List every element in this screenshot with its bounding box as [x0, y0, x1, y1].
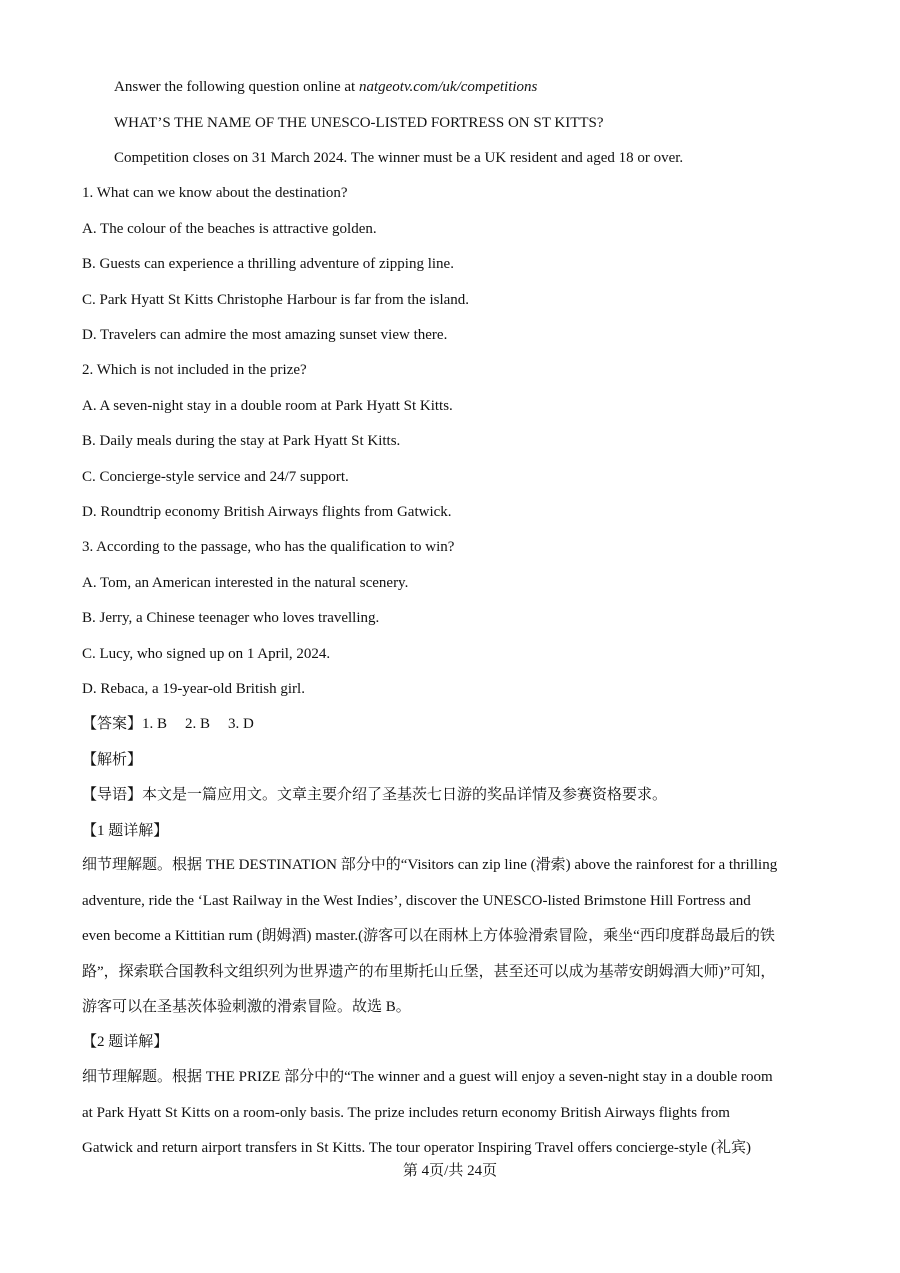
question-3-option-b: B. Jerry, a Chinese teenager who loves travelling.: [82, 610, 380, 626]
detail-1-line: adventure, ride the ‘Last Railway in the West Indies’, discover the UNESCO-listed Brimstone Hill Fortress and: [82, 892, 751, 909]
question-1-option-c: C. Park Hyatt St Kitts Christophe Harbour is far from the island.: [82, 292, 470, 308]
question-2-option-a: A. A seven-night stay in a double room at Park Hyatt St Kitts.: [82, 398, 453, 414]
question-1-option-a: A. The colour of the beaches is attractive golden.: [82, 221, 377, 237]
question-2-option-d: D. Roundtrip economy British Airways flights from Gatwick.: [82, 504, 452, 520]
question-2-option-b: B. Daily meals during the stay at Park Hyatt St Kitts.: [82, 433, 401, 449]
detail-1-heading: 【1 题详解】: [82, 823, 169, 839]
detail-2-body: [82, 1060, 822, 1167]
question-3-option-d: D. Rebaca, a 19-year-old British girl.: [82, 681, 305, 697]
detail-2-line: at Park Hyatt St Kitts on a room-only basis. The prize includes return economy British Airways flights from: [82, 1104, 730, 1121]
page-footer: 第 4页/共 24页: [402, 1163, 498, 1179]
detail-2-line: 细节理解题。根据 THE PRIZE 部分中的“The winner and a guest will enjoy a seven-night stay in a double room: [82, 1069, 773, 1085]
answer-online-prefix: Answer the following question online at: [114, 79, 359, 95]
answer-key: [82, 714, 254, 734]
competition-url[interactable]: natgeotv.com/uk/competitions: [358, 79, 538, 95]
answer-item-3: 3. D: [228, 716, 254, 732]
question-3-option-c: C. Lucy, who signed up on 1 April, 2024.: [82, 646, 331, 662]
question-3-option-a: A. Tom, an American interested in the natural scenery.: [82, 575, 409, 591]
guide-paragraph: 【导语】本文是一篇应用文。文章主要介绍了圣基茨七日游的奖品详情及参赛资格要求。: [82, 787, 668, 803]
answer-label: 【答案】: [82, 716, 143, 732]
detail-1-body: [82, 848, 822, 1026]
analysis-heading: 【解析】: [82, 752, 143, 768]
detail-2-heading: 【2 题详解】: [82, 1034, 169, 1050]
detail-1-line: 游客可以在圣基茨体验刺激的滑索冒险。故选 B。: [82, 999, 411, 1015]
competition-closing-note: Competition closes on 31 March 2024. The winner must be a UK resident and aged 18 or over.: [114, 150, 684, 166]
detail-1-line: 细节理解题。根据 THE DESTINATION 部分中的“Visitors can zip line (滑索) above the rainforest for a thrilling: [82, 857, 778, 873]
question-1-stem: 1. What can we know about the destination?: [82, 185, 348, 201]
detail-1-line: even become a Kittitian rum (朗姆酒) master.(游客可以在雨林上方体验滑索冒险，乘坐“西印度群岛最后的铁: [82, 928, 775, 944]
answer-item-1: 1. B: [142, 716, 168, 732]
competition-question: WHAT’S THE NAME OF THE UNESCO-LISTED FORTRESS ON ST KITTS?: [114, 115, 604, 131]
question-1-option-d: D. Travelers can admire the most amazing sunset view there.: [82, 327, 448, 343]
question-3-stem: 3. According to the passage, who has the qualification to win?: [82, 539, 455, 555]
detail-1-line: 路”，探索联合国教科文组织列为世界遗产的布里斯托山丘堡，甚至还可以成为基蒂安朗姆酒大师)”可知，: [82, 963, 776, 980]
answer-online-line: [114, 77, 537, 97]
detail-2-line: Gatwick and return airport transfers in St Kitts. The tour operator Inspiring Travel offers concierge-style (礼宾): [82, 1140, 752, 1156]
question-2-stem: 2. Which is not included in the prize?: [82, 362, 307, 378]
question-2-option-c: C. Concierge-style service and 24/7 support.: [82, 469, 349, 485]
question-1-option-b: B. Guests can experience a thrilling adventure of zipping line.: [82, 256, 454, 272]
answer-item-2: 2. B: [185, 716, 211, 732]
